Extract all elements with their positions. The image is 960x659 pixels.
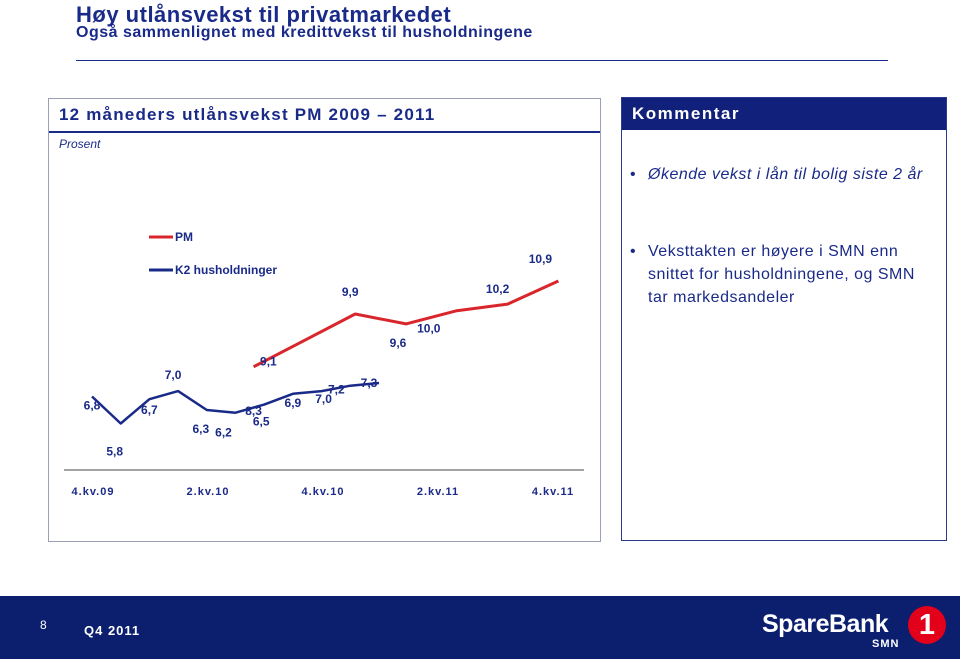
data-label: 9,1 bbox=[260, 354, 277, 369]
data-label: 10,0 bbox=[417, 321, 441, 336]
data-label: 7,0 bbox=[315, 392, 332, 407]
legend-label: K2 husholdninger bbox=[175, 263, 277, 277]
data-label: 7,0 bbox=[164, 368, 182, 383]
data-label: 6,2 bbox=[215, 425, 232, 440]
data-label: 6,7 bbox=[141, 403, 158, 418]
data-label: 9,9 bbox=[341, 285, 359, 299]
line-chart bbox=[49, 99, 602, 543]
pm-series-line bbox=[254, 281, 559, 367]
comment-bullet bbox=[630, 163, 940, 186]
slide-subtitle: Også sammenlignet med kredittvekst til husholdningene bbox=[76, 24, 533, 41]
x-tick-label: 2.kv.11 bbox=[416, 486, 460, 498]
comment-panel bbox=[621, 97, 947, 541]
footer-bar bbox=[0, 596, 960, 659]
logo-wordmark: SpareBank bbox=[762, 610, 889, 638]
data-label: 9,6 bbox=[389, 335, 407, 350]
logo-mark-icon bbox=[908, 606, 946, 644]
title-divider bbox=[76, 60, 888, 61]
x-tick-label: 4.kv.09 bbox=[71, 486, 115, 498]
unit-label: Prosent bbox=[59, 137, 101, 151]
data-label: 6,9 bbox=[284, 395, 302, 410]
logo-mark-number: 1 bbox=[918, 609, 936, 641]
chart-panel bbox=[48, 98, 601, 542]
comment-panel-header bbox=[622, 98, 946, 130]
legend-label: PM bbox=[175, 230, 193, 244]
data-label: 5,8 bbox=[106, 444, 124, 459]
data-label: 8,3 bbox=[245, 403, 262, 418]
x-tick-label: 2.kv.10 bbox=[186, 486, 230, 498]
bullet-dot-icon: • bbox=[630, 243, 637, 260]
data-label: 6,8 bbox=[83, 398, 101, 413]
comment-bullet bbox=[630, 240, 940, 309]
comment-bullet-text: Veksttakten er høyere i SMN enn snittet for husholdningene, og SMN tar markedsandeler bbox=[648, 243, 915, 306]
data-label: 6,5 bbox=[252, 414, 270, 429]
data-label: 10,9 bbox=[528, 252, 553, 266]
x-tick-label: 4.kv.11 bbox=[531, 486, 575, 498]
logo-subtext: SMN bbox=[872, 638, 900, 650]
sparebank-logo bbox=[762, 608, 950, 652]
data-label: 10,2 bbox=[485, 282, 510, 297]
data-label: 7,3 bbox=[360, 376, 378, 390]
chart-header-title: 12 måneders utlånsvekst PM 2009 – 2011 bbox=[59, 105, 436, 124]
comment-bullet-text: Økende vekst i lån til bolig siste 2 år bbox=[648, 166, 923, 183]
page-number: 8 bbox=[40, 618, 47, 632]
data-label: 7,2 bbox=[327, 382, 345, 397]
bullet-dot-icon: • bbox=[630, 166, 637, 183]
footer-date: Q4 2011 bbox=[84, 623, 141, 638]
slide-title: Høy utlånsvekst til privatmarkedet bbox=[76, 2, 452, 27]
data-label: 6,3 bbox=[192, 422, 210, 436]
comment-header-title: Kommentar bbox=[632, 104, 740, 123]
x-tick-label: 4.kv.10 bbox=[301, 486, 345, 498]
